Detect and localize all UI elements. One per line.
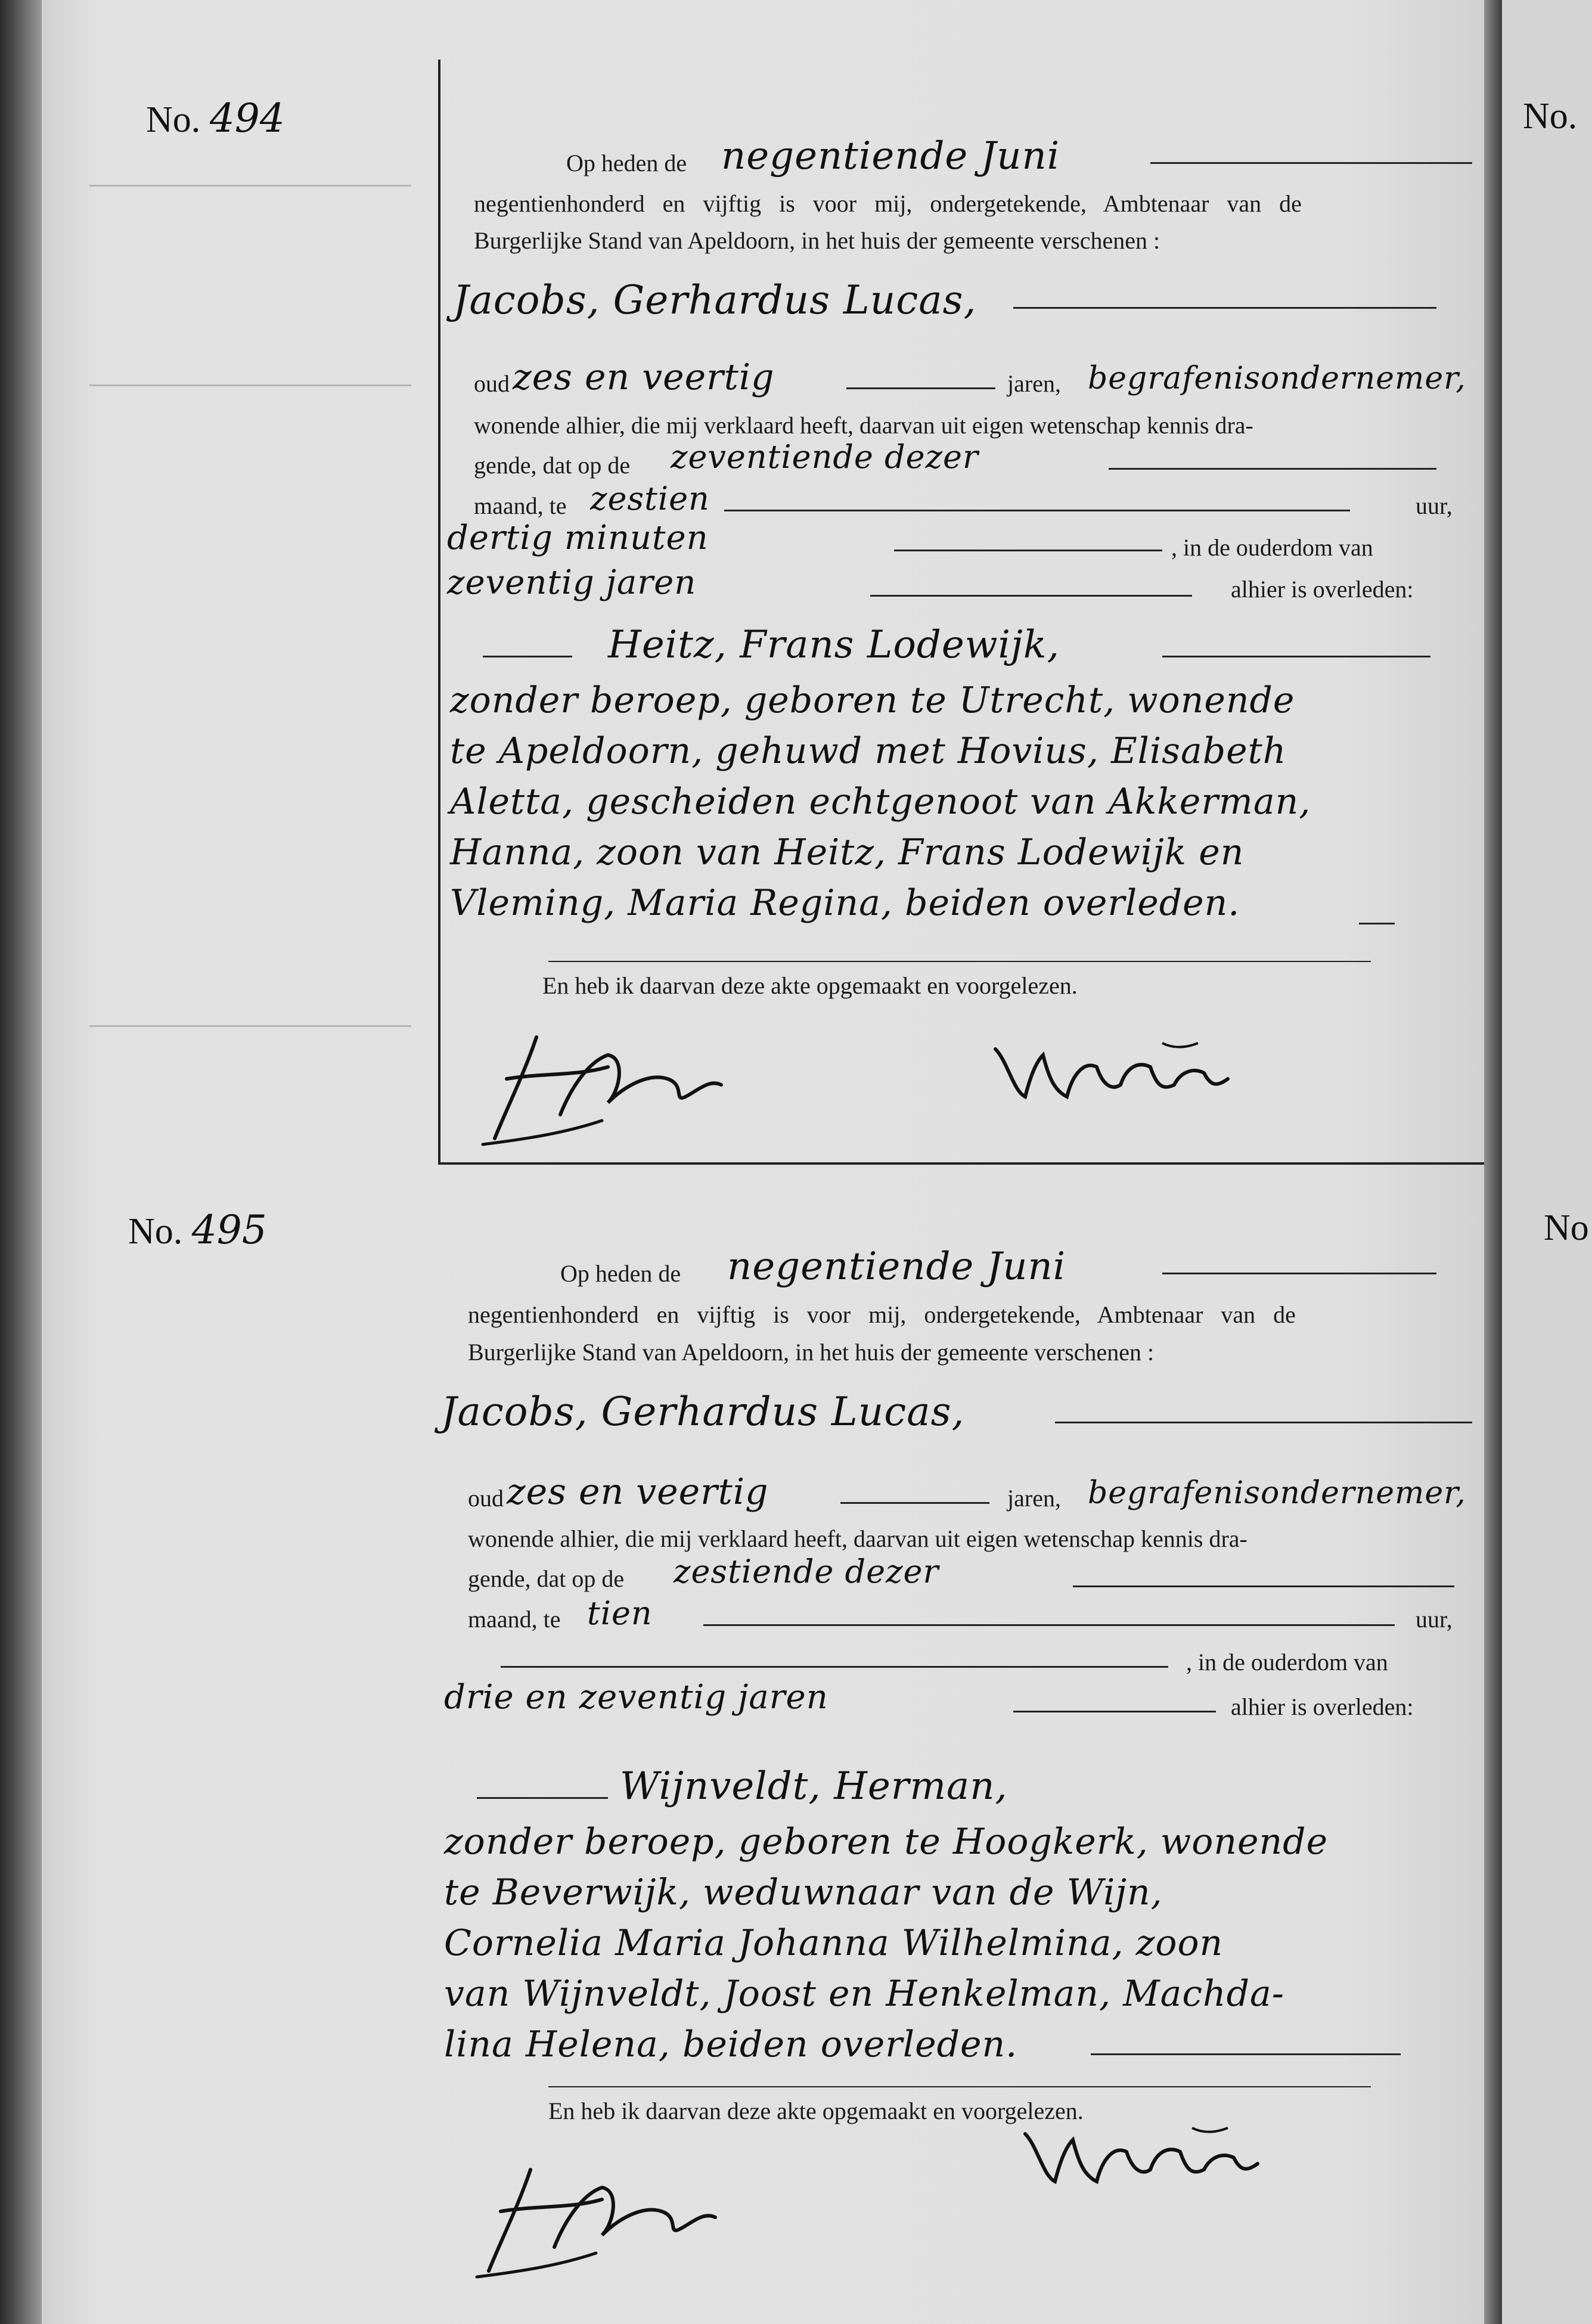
entry-number-494 xyxy=(146,95,285,141)
uur-label: uur, xyxy=(1416,1606,1453,1633)
entry-number-label: No. xyxy=(128,1211,183,1252)
fill-line xyxy=(483,656,572,657)
fill-line xyxy=(1109,468,1436,470)
body-line-4: Hanna, zoon van Heitz, Frans Lodewijk en xyxy=(450,831,1245,873)
next-page-number-top: No. xyxy=(1523,96,1578,136)
body-line-2: te Beverwijk, weduwnaar van de Wijn, xyxy=(444,1872,1163,1913)
gende-label: gende, dat op de xyxy=(468,1565,625,1592)
ouderdom-label: , in de ouderdom van xyxy=(1186,1649,1388,1675)
date-handwritten: negentiende Juni xyxy=(727,1245,1066,1289)
jaren-label: jaren, xyxy=(1007,370,1061,397)
next-page-number-bottom: No xyxy=(1544,1208,1589,1248)
closing-rule xyxy=(548,2086,1371,2087)
overleden-label: alhier is overleden: xyxy=(1231,1693,1414,1720)
day-handwritten: zeventiende dezer xyxy=(671,438,979,476)
entry-number-value: 494 xyxy=(209,95,285,141)
body-line-3: Cornelia Maria Johanna Wilhelmina, zoon xyxy=(444,1922,1224,1964)
formula-line-3: Burgerlijke Stand van Apeldoorn, in het huis der gemeente verschenen : xyxy=(468,1339,1155,1366)
gende-label: gende, dat op de xyxy=(474,452,631,479)
op-heden-label: Op heden de xyxy=(560,1260,681,1287)
entry-number-495 xyxy=(128,1207,267,1253)
uur-label: uur, xyxy=(1416,492,1453,519)
bleed-mark xyxy=(89,1025,411,1027)
occupation-handwritten: begrafenisondernemer, xyxy=(1088,361,1466,396)
entry-divider xyxy=(438,1162,1484,1165)
formula-line-6: wonende alhier, die mij verklaard heeft, daarvan uit eigen wetenschap kennis dra- xyxy=(468,1525,1247,1552)
bleed-mark xyxy=(89,185,411,187)
occupation-handwritten: begrafenisondernemer, xyxy=(1088,1475,1466,1511)
day-handwritten: zestiende dezer xyxy=(674,1553,939,1590)
fill-line xyxy=(1013,1711,1216,1712)
closing-text: En heb ik daarvan deze akte opgemaakt en voorgelezen. xyxy=(542,972,1078,999)
fill-line xyxy=(1359,923,1395,924)
oud-label: oud xyxy=(468,1485,504,1512)
deceased-age-handwritten: drie en zeventig jaren xyxy=(444,1678,828,1717)
deceased-name-handwritten: Wijnveldt, Herman, xyxy=(620,1764,1008,1808)
entry-number-value: 495 xyxy=(191,1207,267,1253)
formula-line-2: negentienhonderd en vijftig is voor mij, ondergetekende, Ambtenaar van de xyxy=(468,1301,1296,1328)
fill-line xyxy=(1162,1273,1436,1274)
fill-line xyxy=(1073,1585,1454,1587)
bleed-mark xyxy=(89,384,411,386)
declarant-handwritten: Jacobs, Gerhardus Lucas, xyxy=(453,277,977,323)
minutes-handwritten: dertig minuten xyxy=(447,519,709,557)
body-line-1: zonder beroep, geboren te Hoogkerk, wonende xyxy=(444,1821,1329,1863)
fill-line xyxy=(501,1666,1168,1668)
fill-line xyxy=(1055,1422,1472,1423)
fill-line xyxy=(477,1797,608,1799)
deceased-age-handwritten: zeventig jaren xyxy=(447,563,697,602)
closing-rule xyxy=(548,961,1371,962)
deceased-name-handwritten: Heitz, Frans Lodewijk, xyxy=(608,623,1060,667)
fill-line xyxy=(703,1624,1395,1626)
book-spine xyxy=(0,0,42,2324)
formula-line-2: negentienhonderd en vijftig is voor mij, ondergetekende, Ambtenaar van de xyxy=(474,190,1302,217)
body-line-5: lina Helena, beiden overleden. xyxy=(444,2024,1018,2065)
ouderdom-label: , in de ouderdom van xyxy=(1171,534,1373,561)
body-line-2: te Apeldoorn, gehuwd met Hovius, Elisabeth xyxy=(450,730,1287,772)
overleden-label: alhier is overleden: xyxy=(1231,576,1414,603)
body-line-4: van Wijnveldt, Joost en Henkelman, Machda- xyxy=(444,1973,1285,2015)
hour-handwritten: tien xyxy=(587,1594,653,1632)
age-handwritten: zes en veertig xyxy=(507,1471,769,1513)
oud-label: oud xyxy=(474,370,510,397)
page-gutter xyxy=(1484,0,1502,2324)
signature-left xyxy=(471,1001,745,1156)
signature-right xyxy=(983,1025,1246,1112)
formula-line-3: Burgerlijke Stand van Apeldoorn, in het huis der gemeente verschenen : xyxy=(474,227,1160,254)
hour-handwritten: zestien xyxy=(590,480,710,517)
margin-rule xyxy=(438,60,440,1162)
op-heden-label: Op heden de xyxy=(566,150,687,176)
fill-line xyxy=(870,595,1192,597)
entry-number-label: No. xyxy=(146,100,201,140)
body-line-5: Vleming, Maria Regina, beiden overleden. xyxy=(450,882,1240,924)
fill-line xyxy=(894,550,1162,551)
maand-label: maand, te xyxy=(474,492,567,519)
body-line-3: Aletta, gescheiden echtgenoot van Akkerman, xyxy=(450,781,1311,823)
age-handwritten: zes en veertig xyxy=(513,356,775,398)
maand-label: maand, te xyxy=(468,1606,561,1633)
fill-line xyxy=(1162,656,1430,657)
jaren-label: jaren, xyxy=(1007,1485,1061,1512)
declarant-handwritten: Jacobs, Gerhardus Lucas, xyxy=(441,1389,965,1435)
fill-line xyxy=(1150,162,1472,164)
fill-line xyxy=(724,510,1350,511)
signature-left xyxy=(465,2134,739,2289)
next-page-edge xyxy=(1502,0,1592,2324)
signature-right xyxy=(1013,2110,1276,2208)
body-line-1: zonder beroep, geboren te Utrecht, wonende xyxy=(450,679,1295,721)
fill-line xyxy=(846,387,995,389)
fill-line xyxy=(840,1502,989,1504)
formula-line-6: wonende alhier, die mij verklaard heeft, daarvan uit eigen wetenschap kennis dra- xyxy=(474,412,1253,439)
fill-line xyxy=(1013,307,1436,309)
fill-line xyxy=(1091,2053,1401,2055)
closing-text: En heb ik daarvan deze akte opgemaakt en voorgelezen. xyxy=(548,2098,1084,2124)
date-handwritten: negentiende Juni xyxy=(721,134,1060,178)
